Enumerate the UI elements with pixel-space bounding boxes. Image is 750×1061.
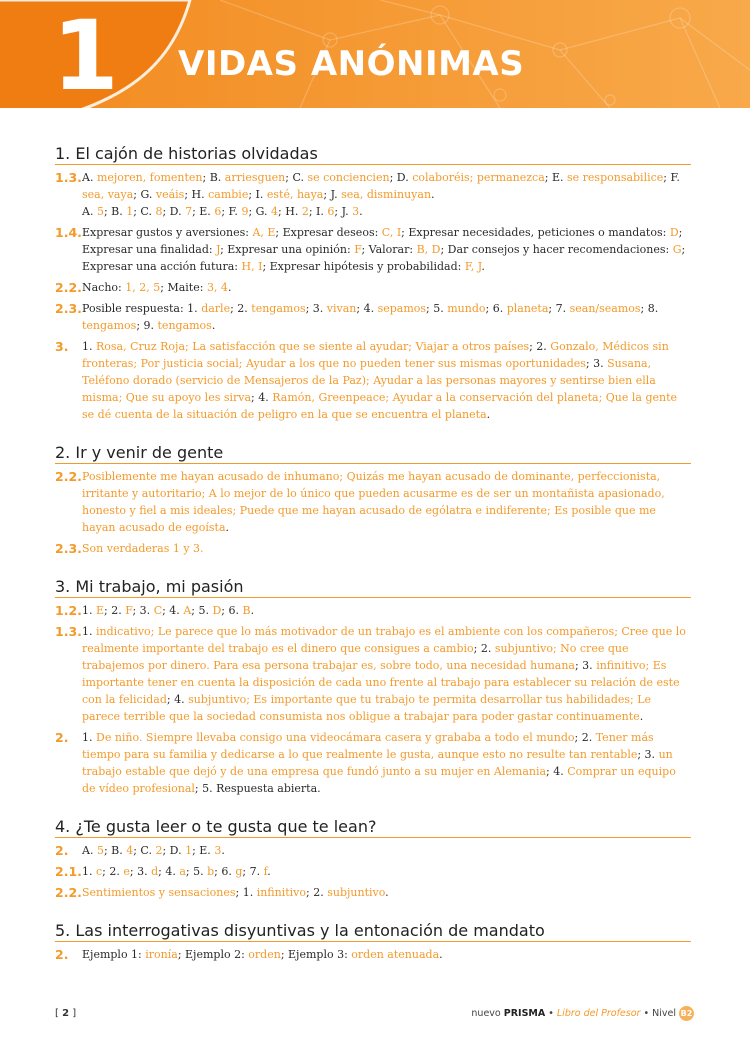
section — [55, 577, 691, 797]
answer-text: D — [212, 604, 222, 617]
section — [55, 817, 691, 901]
prompt-text: ; G. — [248, 205, 272, 218]
answer-text: f — [263, 865, 268, 878]
answer-item — [55, 468, 691, 536]
prompt-text: 1. — [82, 340, 96, 353]
answer-text: a — [179, 865, 186, 878]
answer-text: E — [96, 604, 105, 617]
answer-text: F, J — [464, 260, 482, 273]
prompt-text: ; 3. — [129, 865, 152, 878]
prompt-text: . — [250, 604, 255, 617]
prompt-text: ; 4. — [162, 604, 184, 617]
answer-text: tengamos — [157, 319, 212, 332]
answer-text: 9 — [241, 205, 249, 218]
exercise-number: 2. — [55, 730, 69, 745]
prompt-text: ; Ejemplo 3: — [280, 948, 352, 961]
answer-text: Ramón, Greenpeace; Ayudar a la conservación del planeta; Que la gente se dé cuenta de la situación de peligro en la que se encuentra el planeta — [82, 391, 678, 421]
prompt-text: 1. — [82, 625, 96, 638]
answer-text: A, E — [252, 226, 276, 239]
prompt-text: ; Expresar necesidades, peticiones o mandatos: — [401, 226, 670, 239]
prompt-text: ; Expresar hipótesis y probabilidad: — [262, 260, 465, 273]
prompt-text: ; D. — [162, 844, 186, 857]
unit-title: VIDAS ANÓNIMAS — [178, 44, 525, 84]
answer-text: D — [669, 226, 679, 239]
prompt-text: ; 3. — [132, 604, 154, 617]
answer-text: F — [354, 243, 362, 256]
exercise-number: 2. — [55, 947, 69, 962]
prompt-text: ; F. — [663, 171, 680, 184]
prompt-text: . — [267, 865, 271, 878]
answer-item — [55, 884, 691, 901]
prompt-text: A. — [82, 205, 97, 218]
prompt-text: ; 2. — [102, 865, 124, 878]
answer-text: 1 — [185, 844, 193, 857]
prompt-text: . — [227, 281, 232, 294]
answer-text: mejoren, fomenten — [96, 171, 203, 184]
prompt-text: Ejemplo 1: — [82, 948, 146, 961]
unit-number: 1 — [52, 0, 119, 112]
answer-text: De niño. Siempre llevaba consigo una videocámara casera y grababa a todo el mundo — [96, 731, 575, 744]
prompt-text: ; B. — [103, 205, 127, 218]
answer-text: Posiblemente me hayan acusado de inhumano; Quizás me hayan acusado de dominante, perfeccionista, irritante y autoritario; A lo mejor de lo único que pueden acusarme es de ser un montañista apasionado, honesto y fiel a mis ideales; Puede que me hayan acusado de ególatra e indiferente; Es posible que me hayan acusado de egoísta — [82, 470, 665, 534]
answer-text: sepamos — [377, 302, 427, 315]
answer-text: 6 — [214, 205, 222, 218]
answer-text: H, I — [241, 260, 263, 273]
prompt-text: ; 2. — [230, 302, 252, 315]
answer-item — [55, 224, 691, 275]
exercise-number: 1.4. — [55, 225, 82, 240]
prompt-text: ; 7. — [548, 302, 570, 315]
exercise-number: 2.2. — [55, 280, 82, 295]
prompt-text: ; Maite: — [160, 281, 207, 294]
answer-text: G — [672, 243, 682, 256]
section — [55, 443, 691, 557]
exercise-number: 1.3. — [55, 624, 82, 639]
answer-text: ironía — [145, 948, 178, 961]
prompt-text: ; C. — [133, 205, 156, 218]
brand-prefix: nuevo — [471, 1008, 504, 1019]
prompt-text: ; Expresar una acción futura: — [82, 243, 686, 273]
prompt-text: ; G. — [133, 188, 156, 201]
answer-text: se responsabilice — [567, 171, 664, 184]
answer-text: 3 — [352, 205, 360, 218]
answer-text: e — [123, 865, 130, 878]
prompt-text: ; 5. — [426, 302, 448, 315]
unit-header — [0, 0, 750, 112]
answer-text: vivan — [326, 302, 357, 315]
answer-text: 7 — [185, 205, 193, 218]
answer-text: Rosa, Cruz Roja; La satisfacción que se siente al ayudar; Viajar a otros países — [96, 340, 530, 353]
prompt-text: ; Expresar una opinión: — [220, 243, 355, 256]
prompt-text: ; Valorar: — [361, 243, 417, 256]
prompt-text: ; 4. — [546, 765, 568, 778]
exercise-number: 2. — [55, 843, 69, 858]
answer-text: subjuntivo; Es importante que tu trabajo te permita desarrollar tus habilidades; Le parece terrible que la sociedad consumista nos obligue a trabajar para poder gastar continuamente — [82, 693, 652, 723]
answer-text: subjuntivo — [327, 886, 386, 899]
prompt-text: ; 2. — [529, 340, 551, 353]
answer-item — [55, 279, 691, 296]
prompt-text: ; C. — [285, 171, 308, 184]
answer-text: 6 — [327, 205, 335, 218]
exercise-number: 2.1. — [55, 864, 82, 879]
prompt-text: ; 4. — [251, 391, 273, 404]
answer-text: se conciencien — [307, 171, 390, 184]
answer-text: 5 — [96, 844, 104, 857]
section — [55, 921, 691, 963]
prompt-text: ; I. — [308, 205, 328, 218]
prompt-text: Nacho: — [82, 281, 126, 294]
prompt-text: ; D. — [162, 205, 186, 218]
book-label: Libro del Profesor — [556, 1008, 641, 1019]
prompt-text: Posible respuesta: 1. — [82, 302, 202, 315]
answer-text: c — [96, 865, 103, 878]
answer-text: g — [235, 865, 243, 878]
answer-text: esté, haya — [266, 188, 324, 201]
answer-text: Susana, Teléfono dorado (servicio de Mensajeros de la Paz); Ayudar a las personas mayores y sentirse bien ella misma; Que su apoyo les sirva — [82, 357, 656, 404]
level-badge: B2 — [679, 1006, 694, 1021]
answer-text: 2 — [301, 205, 309, 218]
prompt-text: ; Dar consejos y hacer recomendaciones: — [440, 243, 673, 256]
prompt-text: ; 3. — [637, 748, 659, 761]
prompt-text: ; 7. — [242, 865, 264, 878]
section-title: 1. El cajón de historias olvidadas — [55, 144, 691, 165]
prompt-text: ; 3. — [574, 659, 597, 672]
exercise-number: 2.3. — [55, 541, 82, 556]
answer-text: sea, vaya — [82, 188, 134, 201]
answer-text: 1 — [126, 205, 134, 218]
prompt-text: ; 8. — [640, 302, 659, 315]
answer-text: d — [151, 865, 159, 878]
exercise-number: 2.3. — [55, 301, 82, 316]
page-number-value: 2 — [62, 1008, 70, 1019]
answer-text: tengamos — [251, 302, 306, 315]
prompt-text: ; E. — [544, 171, 567, 184]
answer-text: 3, 4 — [206, 281, 228, 294]
answer-text: Tener más tiempo para su familia y dedicarse a lo que realmente le gusta, aunque esto no resulte tan rentable — [82, 731, 654, 761]
answer-text: Son verdaderas 1 y 3. — [82, 542, 204, 555]
answer-text: infinitivo; Es importante tener en cuenta la disposición de cada uno frente al trabajo para establecer su relación de este con la felicidad — [82, 659, 680, 706]
prompt-text: ; 4. — [158, 865, 180, 878]
prompt-text: . — [439, 948, 443, 961]
exercise-number: 1.2. — [55, 603, 82, 618]
answer-text: 5 — [96, 205, 104, 218]
answer-item — [55, 540, 691, 557]
answer-text: 4 — [271, 205, 279, 218]
prompt-text: ; 4. — [356, 302, 378, 315]
prompt-text: ; 6. — [221, 604, 243, 617]
answer-text: darle — [201, 302, 231, 315]
prompt-text: ; H. — [184, 188, 209, 201]
prompt-text: ; B. — [103, 844, 127, 857]
section-title: 2. Ir y venir de gente — [55, 443, 691, 464]
answer-item — [55, 169, 691, 220]
section — [55, 144, 691, 423]
prompt-text: ; 5. — [191, 604, 213, 617]
answer-item — [55, 946, 691, 963]
prompt-text: ; 6. — [485, 302, 507, 315]
answer-key-content — [55, 144, 691, 983]
level-label: Nivel — [652, 1008, 676, 1019]
prompt-text: ; 3. — [585, 357, 608, 370]
prompt-text: ; 2. — [574, 731, 596, 744]
answer-text: veáis — [155, 188, 185, 201]
prompt-text: ; 6. — [214, 865, 236, 878]
answer-text: C — [153, 604, 163, 617]
prompt-text: A. — [82, 844, 97, 857]
footer-separator: • — [643, 1008, 650, 1019]
prompt-text: A. — [82, 171, 97, 184]
prompt-text: . — [225, 521, 230, 534]
prompt-text: ; J. — [323, 188, 342, 201]
answer-text: b — [207, 865, 215, 878]
footer-credit — [471, 1006, 694, 1021]
prompt-text: ; Expresar deseos: — [275, 226, 382, 239]
answer-text: arriesguen — [224, 171, 286, 184]
answer-text: J — [216, 243, 221, 256]
prompt-text: . — [486, 408, 491, 421]
exercise-number: 2.2. — [55, 469, 82, 484]
answer-text: 2 — [155, 844, 163, 857]
answer-text: colaboréis; permanezca — [412, 171, 545, 184]
section-title: 3. Mi trabajo, mi pasión — [55, 577, 691, 598]
answer-text: 3 — [214, 844, 222, 857]
answer-text: cambie — [208, 188, 249, 201]
prompt-text: ; 9. — [136, 319, 158, 332]
prompt-text: ; 5. Respuesta abierta. — [194, 782, 321, 795]
answer-item — [55, 863, 691, 880]
prompt-text: ; B. — [202, 171, 225, 184]
prompt-text: . — [359, 205, 363, 218]
prompt-text: ; D. — [389, 171, 413, 184]
prompt-text: ; 2. — [306, 886, 328, 899]
answer-text: B, D — [416, 243, 441, 256]
answer-text: Gonzalo, Médicos sin fronteras; Por justicia social; Ayudar a los que no pueden tener sus mismas oportunidades — [82, 340, 669, 370]
prompt-text: ; I. — [248, 188, 267, 201]
answer-text: infinitivo — [256, 886, 307, 899]
answer-text: 8 — [155, 205, 163, 218]
prompt-text: Expresar gustos y aversiones: — [82, 226, 253, 239]
answer-text: orden atenuada — [351, 948, 440, 961]
prompt-text: 1. — [82, 604, 96, 617]
prompt-text: ; E. — [192, 205, 215, 218]
answer-text: mundo — [447, 302, 486, 315]
answer-item — [55, 338, 691, 423]
answer-text: Sentimientos y sensaciones — [82, 886, 236, 899]
answer-item — [55, 602, 691, 619]
answer-text: 1, 2, 5 — [125, 281, 161, 294]
prompt-text: 1. — [82, 731, 96, 744]
exercise-number: 2.2. — [55, 885, 82, 900]
answer-text: indicativo; Le parece que lo más motivador de un trabajo es el ambiente con los compañeros; Cree que lo realmente importante del trabajo es el dinero que consigues a cambio — [82, 625, 686, 655]
prompt-text: . — [431, 188, 435, 201]
answer-text: A — [183, 604, 192, 617]
prompt-text: ; E. — [192, 844, 215, 857]
prompt-text: . — [385, 886, 389, 899]
answer-item — [55, 729, 691, 797]
answer-text: 4 — [126, 844, 134, 857]
prompt-text: . — [211, 319, 216, 332]
answer-text: orden — [248, 948, 281, 961]
prompt-text: ; 3. — [305, 302, 327, 315]
prompt-text: ; 5. — [185, 865, 208, 878]
prompt-text: . — [481, 260, 485, 273]
brand-name: PRISMA — [503, 1008, 546, 1019]
answer-text: tengamos — [82, 319, 137, 332]
prompt-text: ; 1. — [235, 886, 257, 899]
footer-separator: • — [548, 1008, 554, 1019]
prompt-text: ; Expresar una finalidad: — [82, 226, 683, 256]
answer-item — [55, 623, 691, 725]
prompt-text: ; H. — [278, 205, 302, 218]
prompt-text: ; C. — [133, 844, 156, 857]
prompt-text: . — [639, 710, 644, 723]
prompt-text: ; F. — [221, 205, 242, 218]
answer-text: B — [242, 604, 251, 617]
answer-text: F — [125, 604, 133, 617]
answer-text: sean/seamos — [569, 302, 641, 315]
answer-text: Comprar un equipo de vídeo profesional — [82, 765, 676, 795]
prompt-text: ; J. — [334, 205, 353, 218]
prompt-text: . — [221, 844, 225, 857]
section-title: 5. Las interrogativas disyuntivas y la entonación de mandato — [55, 921, 691, 942]
answer-text: planeta — [506, 302, 549, 315]
answer-text: un trabajo estable que dejó y de una empresa que fundó junto a su mujer en Alemania — [82, 748, 673, 778]
answer-item — [55, 300, 691, 334]
prompt-text: ; 2. — [104, 604, 126, 617]
prompt-text: 1. — [82, 865, 96, 878]
answer-item — [55, 842, 691, 859]
exercise-number: 1.3. — [55, 170, 82, 185]
section-title: 4. ¿Te gusta leer o te gusta que te lean? — [55, 817, 691, 838]
answer-text: C, I — [381, 226, 402, 239]
prompt-text: ; 2. — [473, 642, 495, 655]
prompt-text: ; 4. — [166, 693, 189, 706]
answer-text: subjuntivo; No cree que trabajemos por dinero. Para esa persona trabajar es, sobre todo, una necesidad humana — [82, 642, 629, 672]
page-number: [ 2 ] — [55, 1008, 77, 1019]
exercise-number: 3. — [55, 339, 69, 354]
answer-text: sea, disminuyan — [341, 188, 432, 201]
prompt-text: ; Ejemplo 2: — [177, 948, 249, 961]
